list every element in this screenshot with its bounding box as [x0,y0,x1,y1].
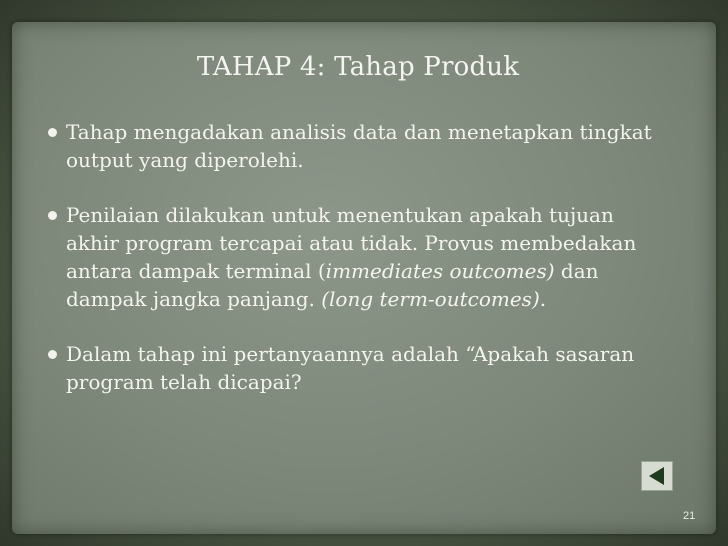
bullet-text-part: dan dampak jangka panjang. [66,259,599,311]
bullet-text-part: Penilaian dilakukan untuk menentukan apakah tujuan akhir program tercapai atau tidak. Provus membedakan antara dampak terminal ( [66,203,637,283]
bullet-icon [48,128,57,137]
slide-title [0,52,728,82]
bullet-list [22,118,662,396]
bullet-text-part: . [539,287,547,311]
triangle-left-icon [642,462,672,490]
previous-slide-button[interactable] [641,461,673,491]
bullet-text-italic: immediates outcomes) [325,259,555,283]
slide-title-text: TAHAP 4: Tahap Produk [196,52,520,82]
bullet-text-italic: (long term-outcomes) [321,287,540,311]
bullet-item [22,340,662,396]
bullet-item [22,201,662,313]
bullet-icon [48,211,57,220]
page-number: 21 [683,510,696,522]
bullet-text: Tahap mengadakan analisis data dan menetapkan tingkat output yang diperolehi. [66,120,652,172]
bullet-icon [48,350,57,359]
bullet-text: Dalam tahap ini pertanyaannya adalah “Apakah sasaran program telah dicapai? [66,342,635,394]
bullet-item [22,118,662,174]
